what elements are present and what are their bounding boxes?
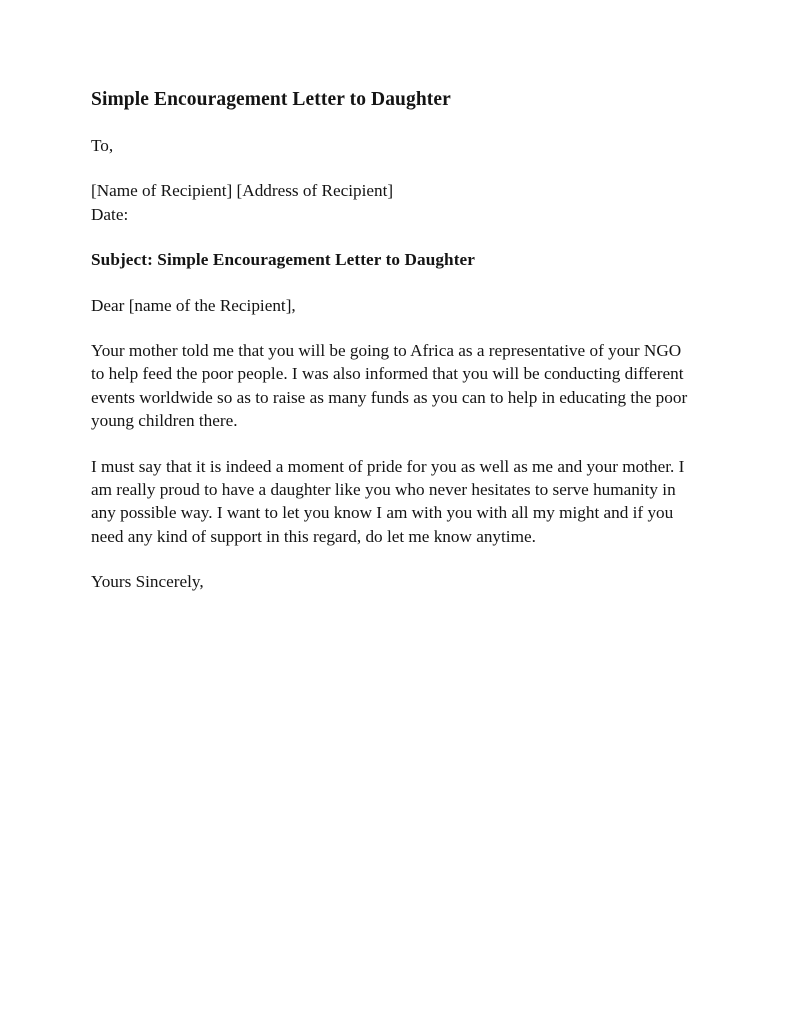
greeting-line: Dear [name of the Recipient], bbox=[91, 295, 296, 315]
letter-content bbox=[91, 88, 691, 594]
subject-line: Subject: Simple Encouragement Letter to Daughter bbox=[91, 250, 475, 270]
page-title: Simple Encouragement Letter to Daughter bbox=[91, 89, 451, 110]
body-paragraph-1: Your mother told me that you will be going to Africa as a representative of your NGO to help feed the poor people. I was also informed that you will be conducting different events worldwide so as to raise as many funds as you can to help in educating the poor young children there. bbox=[91, 341, 688, 431]
recipient-date: Date: bbox=[91, 204, 129, 224]
addressee-label: To, bbox=[91, 136, 114, 155]
recipient-name-address: [Name of Recipient] [Address of Recipient] bbox=[91, 181, 394, 201]
body-paragraph-2: I must say that it is indeed a moment of pride for you as well as me and your mother. I am really proud to have a daughter like you who never hesitates to serve humanity in any possible way. I want to let you know I am with you with all my might and if you need any kind of support in this regard, do let me know anytime. bbox=[91, 456, 685, 546]
closing-line: Yours Sincerely, bbox=[91, 572, 204, 592]
recipient-block bbox=[91, 179, 691, 226]
